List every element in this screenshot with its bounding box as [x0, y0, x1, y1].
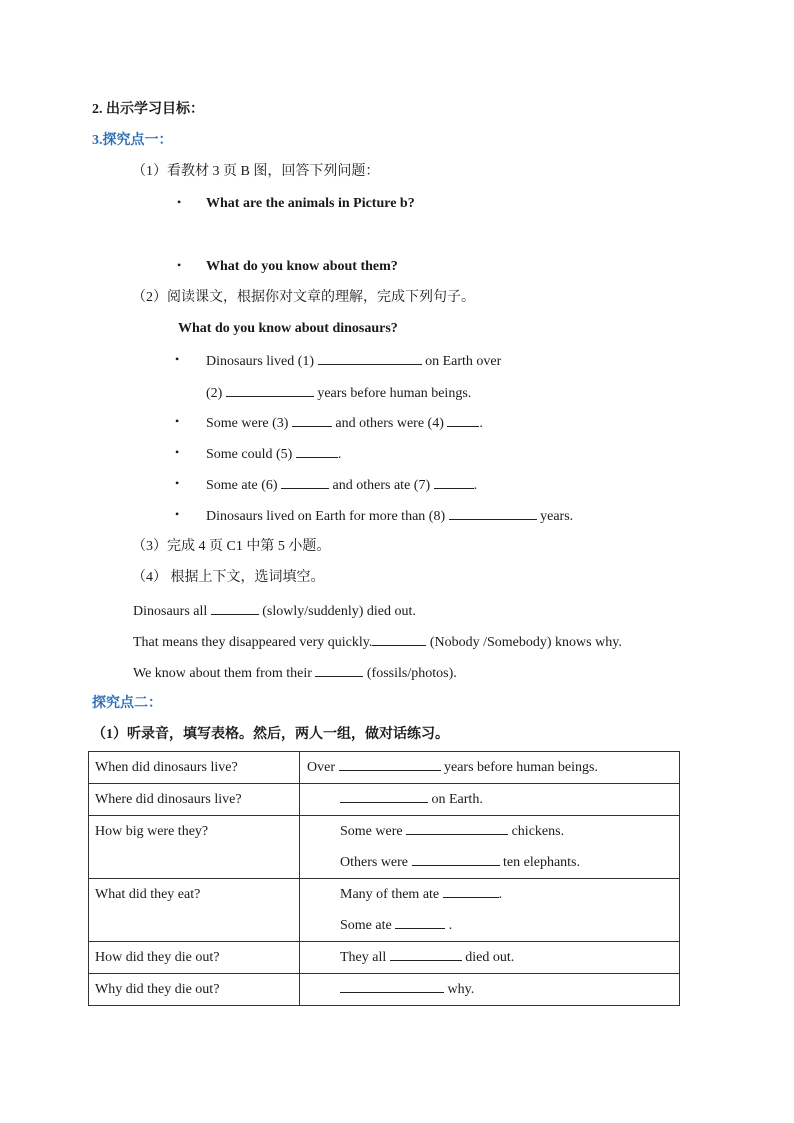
bullet-icon: • — [175, 476, 180, 490]
blank-5[interactable] — [296, 444, 338, 458]
bullet-icon: • — [177, 195, 182, 209]
blank[interactable] — [412, 852, 500, 866]
sentence-1: Dinosaurs lived (1) on Earth over — [206, 351, 501, 371]
blank[interactable] — [390, 947, 462, 961]
blank-8[interactable] — [449, 506, 537, 520]
table-question: What did they eat? — [89, 879, 300, 942]
question-know-them: What do you know about them? — [206, 259, 398, 274]
blank[interactable] — [211, 601, 259, 615]
blank[interactable] — [315, 663, 363, 677]
blank-2[interactable] — [226, 383, 314, 397]
blank-7[interactable] — [434, 475, 474, 489]
blank[interactable] — [406, 821, 508, 835]
section-2-heading: 2. 出示学习目标： — [92, 102, 204, 117]
blank[interactable] — [340, 979, 444, 993]
table-row — [89, 784, 680, 816]
blank-6[interactable] — [281, 475, 329, 489]
sentence-5: Dinosaurs lived on Earth for more than (8) years. — [206, 506, 573, 526]
section-3-heading: 3.探究点一： — [92, 133, 173, 148]
sentence-3: Some could (5) . — [206, 444, 341, 464]
table-answer: Over years before human beings. — [300, 752, 680, 784]
blank-3[interactable] — [292, 413, 332, 427]
fill-sentence-2: That means they disappeared very quickly. (Nobody /Somebody) knows why. — [133, 632, 622, 652]
blank[interactable] — [443, 884, 499, 898]
bullet-icon: • — [175, 507, 180, 521]
table-row — [89, 879, 680, 942]
fill-sentence-1: Dinosaurs all (slowly/suddenly) died out. — [133, 601, 416, 621]
table-question: Where did dinosaurs live? — [89, 784, 300, 816]
table-answer: Many of them ate . Some ate . — [300, 879, 680, 942]
blank-1[interactable] — [318, 351, 422, 365]
table-answer: Some were chickens. Others were ten elephants. — [300, 816, 680, 879]
section-4-heading: 探究点二： — [92, 696, 162, 711]
table-row — [89, 752, 680, 784]
sentence-1-cont: (2) years before human beings. — [206, 383, 471, 403]
blank[interactable] — [340, 789, 428, 803]
table-answer: on Earth. — [300, 784, 680, 816]
table-row — [89, 816, 680, 879]
table-answer: They all died out. — [300, 942, 680, 974]
bullet-icon: • — [175, 414, 180, 428]
table-question: How big were they? — [89, 816, 300, 879]
part3-instruction: （3）完成 4 页 C1 中第 5 小题。 — [132, 539, 331, 554]
blank[interactable] — [395, 915, 445, 929]
table-row — [89, 942, 680, 974]
part1-instruction: （1）看教材 3 页 B 图，回答下列问题： — [132, 164, 380, 179]
table-question: When did dinosaurs live? — [89, 752, 300, 784]
blank[interactable] — [372, 632, 426, 646]
table-question: How did they die out? — [89, 942, 300, 974]
fill-sentence-3: We know about them from their (fossils/photos). — [133, 663, 457, 683]
dialogue-table — [88, 751, 680, 1006]
sentence-4: Some ate (6) and others ate (7) . — [206, 475, 477, 495]
blank-4[interactable] — [447, 413, 479, 427]
part2-question: What do you know about dinosaurs? — [178, 321, 398, 336]
table-row — [89, 974, 680, 1006]
question-animals: What are the animals in Picture b? — [206, 196, 415, 211]
table-question: Why did they die out? — [89, 974, 300, 1006]
blank[interactable] — [339, 757, 441, 771]
bullet-icon: • — [175, 352, 180, 366]
bullet-icon: • — [175, 445, 180, 459]
sentence-2: Some were (3) and others were (4) . — [206, 413, 483, 433]
part5-instruction: （1）听录音，填写表格。然后，两人一组，做对话练习。 — [92, 727, 449, 742]
table-answer: why. — [300, 974, 680, 1006]
bullet-icon: • — [177, 258, 182, 272]
part2-instruction: （2）阅读课文，根据你对文章的理解，完成下列句子。 — [132, 290, 475, 305]
part4-instruction: （4） 根据上下文，选词填空。 — [132, 570, 325, 585]
